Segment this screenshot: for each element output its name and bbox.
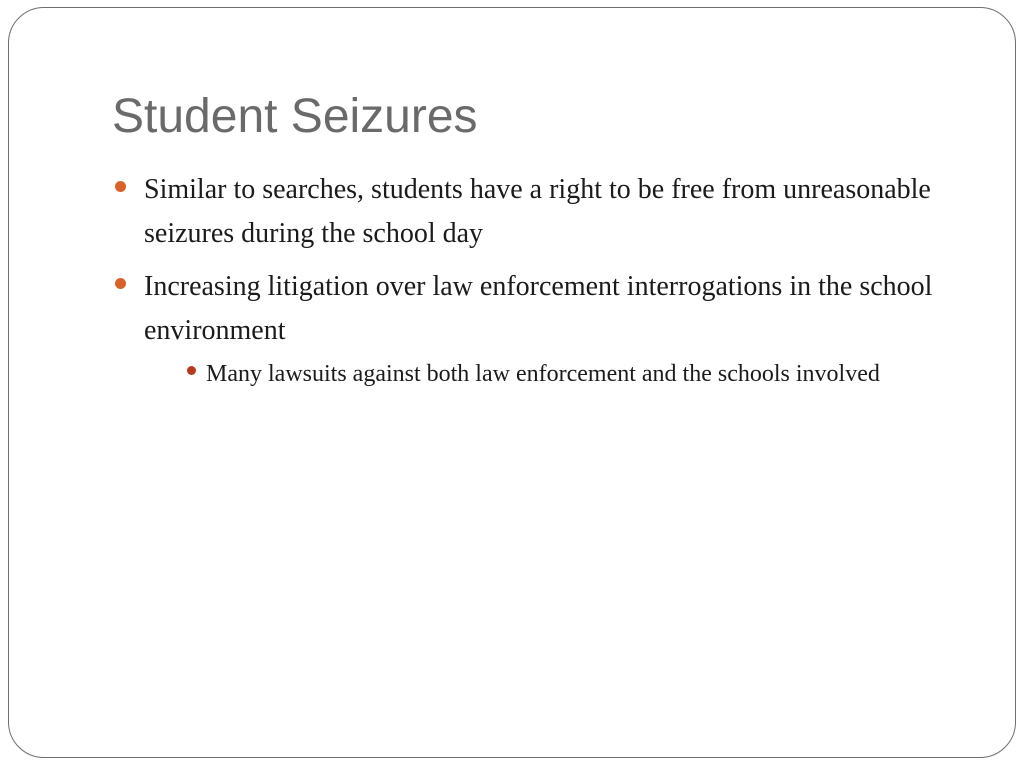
sub-bullet-text: Many lawsuits against both law enforcement and the schools involved [206,361,880,387]
bullet-list [112,168,952,403]
sub-bullet-item [176,354,952,394]
bullet-item [112,168,952,256]
bullet-dot-icon [115,278,126,289]
sub-bullet-dot-icon [187,366,196,375]
bullet-dot-icon [115,181,126,192]
sub-bullet-list [144,354,952,394]
bullet-text: Similar to searches, students have a right to be free from unreasonable seizures during the school day [144,174,931,249]
slide-title: Student Seizures [112,90,478,143]
bullet-item [112,265,952,394]
bullet-text: Increasing litigation over law enforcement interrogations in the school environment [144,271,933,346]
